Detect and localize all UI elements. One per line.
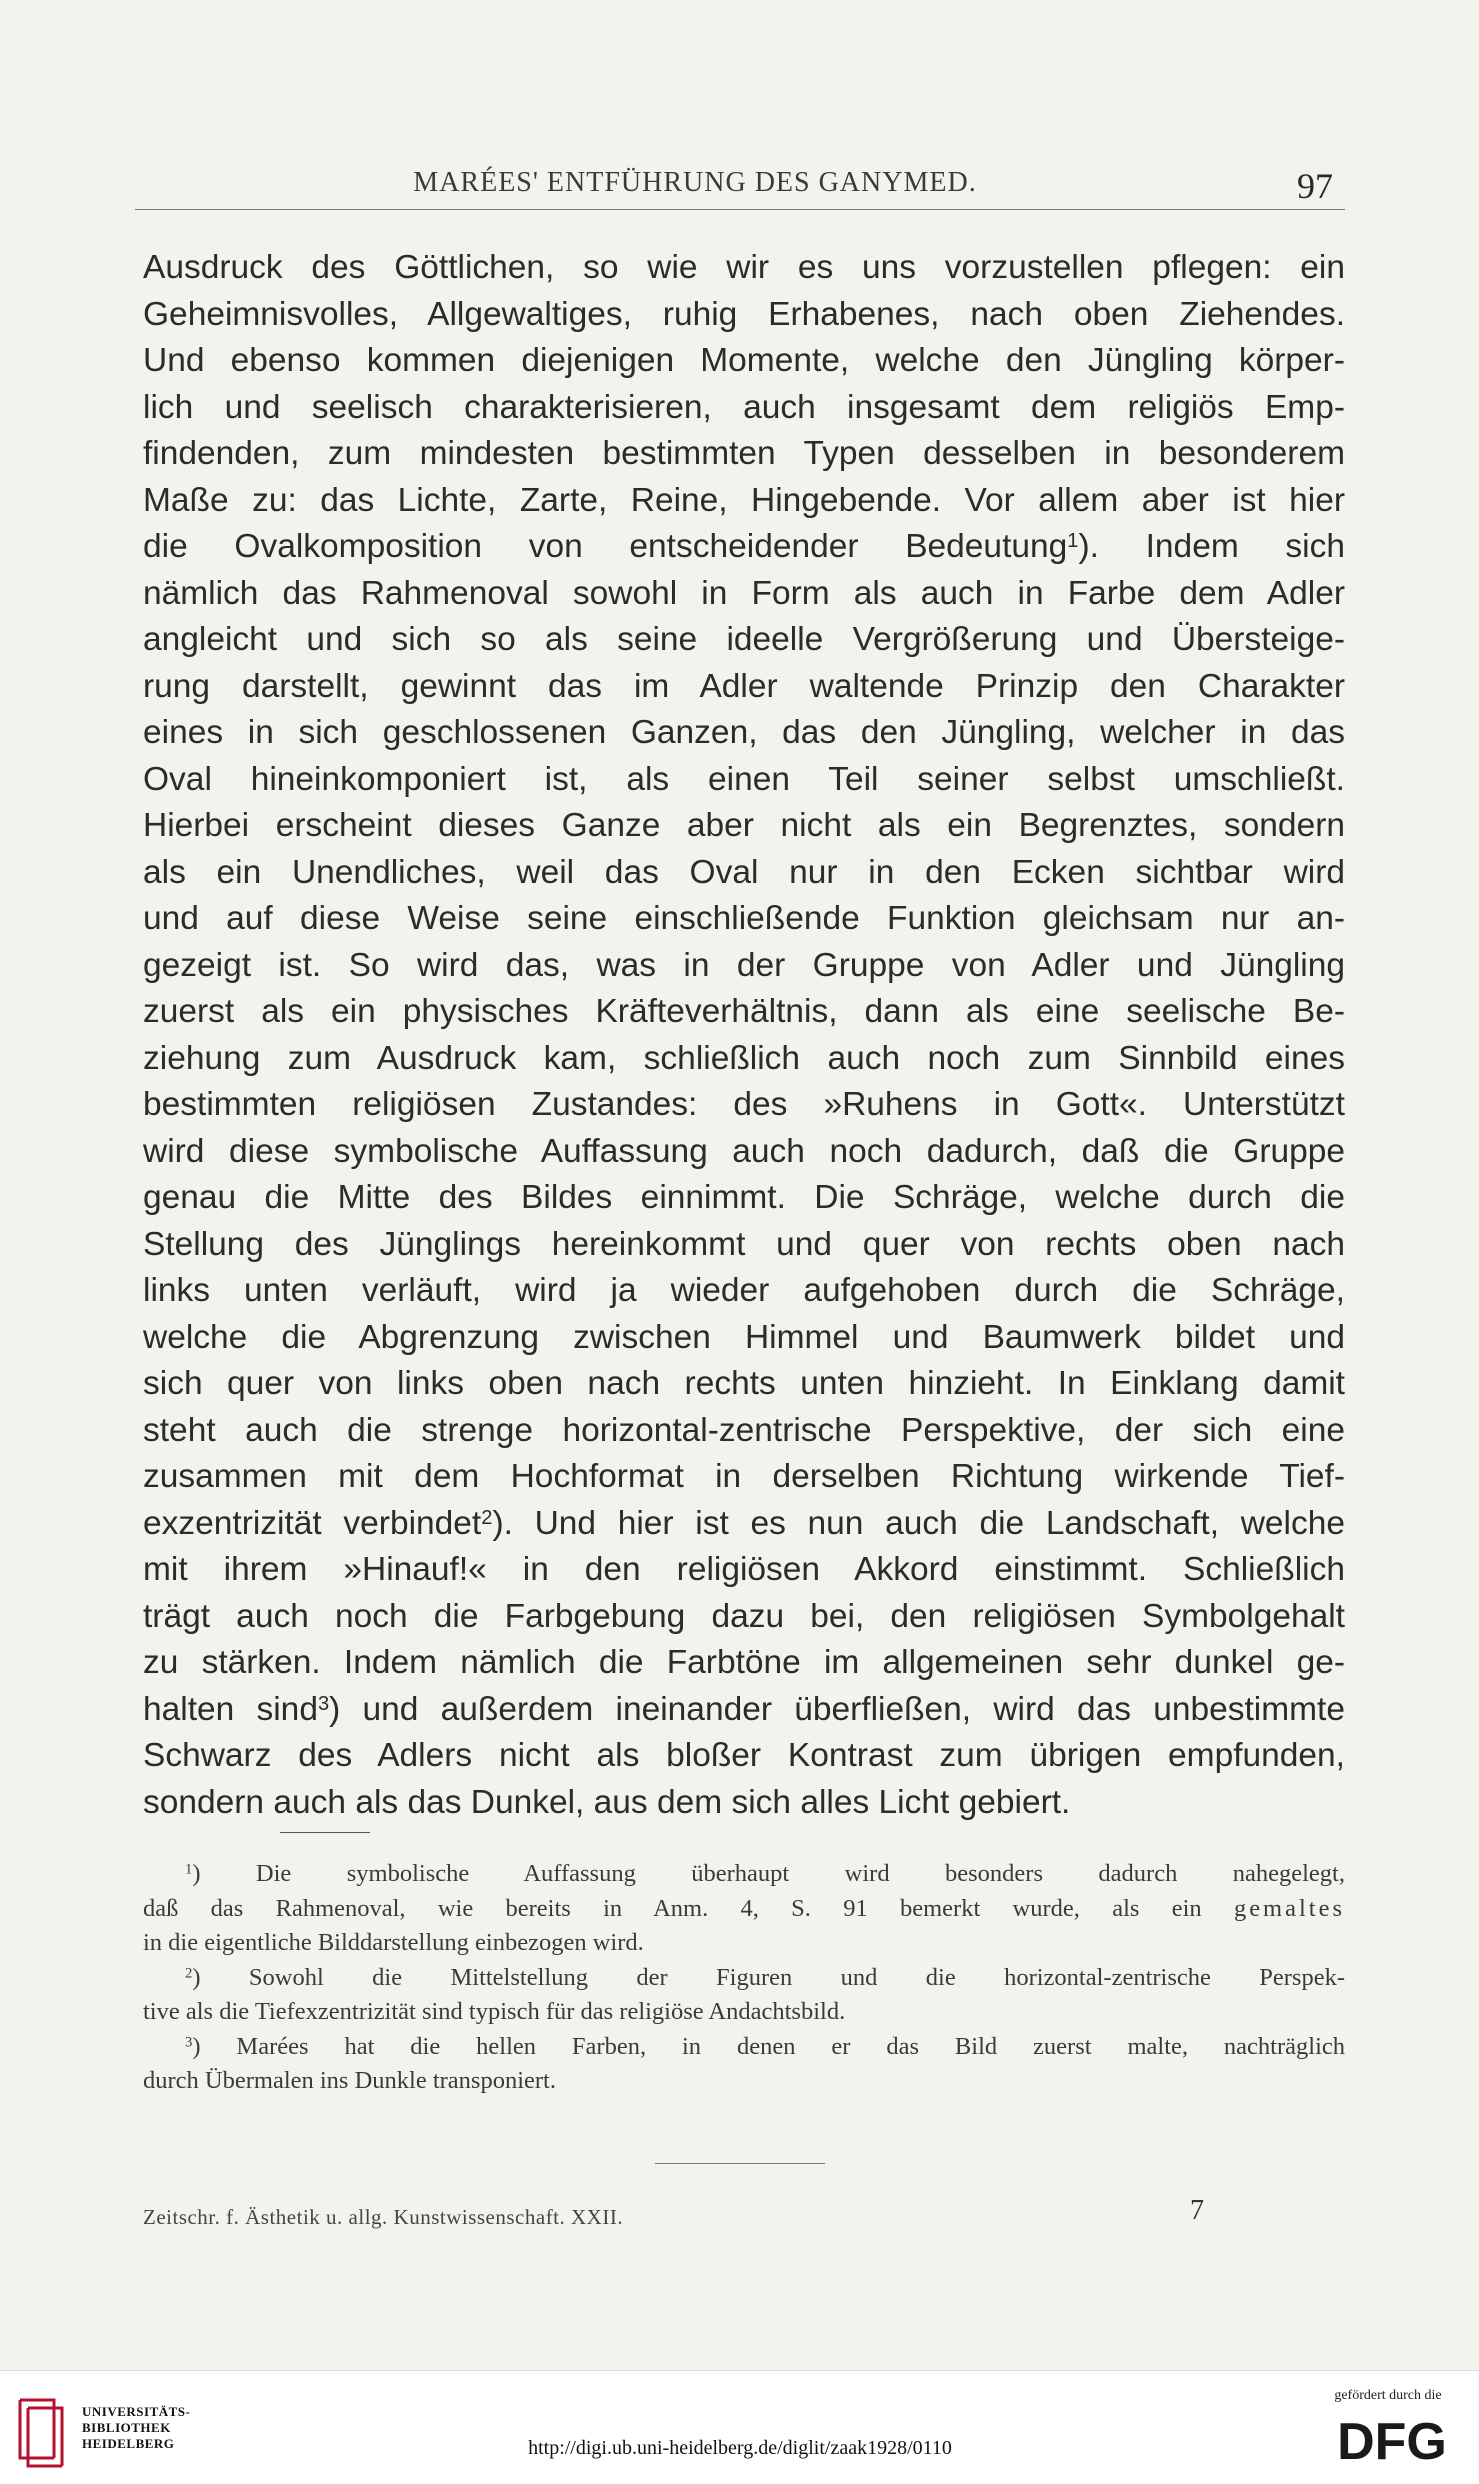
footnote-1-line bbox=[143, 1857, 1345, 1892]
page-number: 97 bbox=[1297, 166, 1333, 206]
text-fragment: ) Sowohl die Mittelstellung der Figuren und die horizontal-zentrische Perspek- bbox=[192, 1963, 1345, 1991]
text-line: wird diese symbolische Auffassung auch noch dadurch, daß die Gruppe bbox=[143, 1132, 1345, 1170]
text-line: mit ihrem »Hinauf!« in den religiösen Akkord einstimmt. Schließlich bbox=[143, 1551, 1345, 1588]
text-line: Geheimnisvolles, Allgewaltiges, ruhig Erhabenes, nach oben Ziehendes. bbox=[143, 295, 1345, 333]
text-line: eines in sich geschlossenen Ganzen, das den Jüngling, welcher in das bbox=[143, 714, 1345, 751]
dfg-logo-text: DFG bbox=[1337, 2413, 1447, 2469]
body-text bbox=[143, 245, 1345, 1826]
text-line: ziehung zum Ausdruck kam, schließlich auch noch zum Sinnbild eines bbox=[143, 1039, 1345, 1077]
footnote-1-line bbox=[143, 1892, 1345, 1927]
footnote-ref: 3 bbox=[317, 1692, 330, 1715]
footnote-mark: 3 bbox=[185, 2034, 193, 2051]
running-title: MARÉES' ENTFÜHRUNG DES GANYMED. bbox=[413, 167, 977, 198]
library-name-line: BIBLIOTHEK bbox=[82, 2420, 171, 2435]
footnote-2-line bbox=[143, 1961, 1345, 1996]
text-fragment: ) Marées hat die hellen Farben, in denen er das Bild zuerst malte, nachträglich bbox=[192, 2032, 1345, 2060]
dfg-logo-icon[interactable] bbox=[1322, 2409, 1462, 2469]
footnote-divider bbox=[280, 1832, 370, 1833]
sheet-number: 7 bbox=[1190, 2195, 1204, 2226]
text-fragment: daß das Rahmenoval, wie bereits in Anm. 4, S. 91 bemerkt wurde, als ein bbox=[143, 1894, 1202, 1922]
text-line: gezeigt ist. So wird das, was in der Gruppe von Adler und Jüngling bbox=[143, 946, 1345, 984]
text-line: zusammen mit dem Hochformat in derselben Richtung wirkende Tief- bbox=[143, 1458, 1345, 1495]
text-line: sich quer von links oben nach rechts unten hinzieht. In Einklang damit bbox=[143, 1365, 1345, 1402]
text-line: Maße zu: das Lichte, Zarte, Reine, Hingebende. Vor allem aber ist hier bbox=[143, 481, 1345, 519]
text-line bbox=[143, 1687, 1345, 1734]
text-fragment: die Ovalkomposition von entscheidender Bedeutung bbox=[143, 528, 1068, 565]
text-line: zu stärken. Indem nämlich die Farbtöne im allgemeinen sehr dunkel ge- bbox=[143, 1644, 1345, 1681]
text-fragment: ). Und hier ist es nun auch die Landschaft, welche bbox=[492, 1504, 1346, 1542]
text-line: trägt auch noch die Farbgebung dazu bei, den religiösen Symbolgehalt bbox=[143, 1597, 1345, 1635]
text-line: nämlich das Rahmenoval sowohl in Form als auch in Farbe dem Adler bbox=[143, 574, 1345, 612]
journal-signature: Zeitschr. f. Ästhetik u. allg. Kunstwissenschaft. XXII. bbox=[143, 2205, 624, 2229]
text-line: steht auch die strenge horizontal-zentrische Perspektive, der sich eine bbox=[143, 1411, 1345, 1449]
university-library-logo-icon[interactable] bbox=[14, 2388, 70, 2470]
text-line: links unten verläuft, wird ja wieder aufgehoben durch die Schräge, bbox=[143, 1272, 1345, 1309]
text-line: und auf diese Weise seine einschließende Funktion gleichsam nur an- bbox=[143, 900, 1345, 937]
text-line bbox=[143, 524, 1345, 571]
footnote-1-line: in die eigentliche Bilddarstellung einbezogen wird. bbox=[143, 1929, 644, 1956]
text-line: angleicht und sich so als seine ideelle Vergrößerung und Übersteige- bbox=[143, 621, 1345, 658]
text-line: Hierbei erscheint dieses Ganze aber nicht als ein Begrenztes, sondern bbox=[143, 807, 1345, 844]
text-line: Und ebenso kommen diejenigen Momente, welche den Jüngling körper- bbox=[143, 342, 1345, 379]
signature-divider bbox=[655, 2163, 825, 2164]
text-line: welche die Abgrenzung zwischen Himmel und Baumwerk bildet und bbox=[143, 1318, 1345, 1356]
text-line: sondern auch als das Dunkel, aus dem sich alles Licht gebiert. bbox=[143, 1783, 1071, 1821]
text-fragment: ) Die symbolische Auffassung überhaupt wird besonders dadurch nahegelegt, bbox=[192, 1860, 1345, 1887]
text-line: rung darstellt, gewinnt das im Adler waltende Prinzip den Charakter bbox=[143, 667, 1345, 705]
footnote-2-line: tive als die Tiefexzentrizität sind typisch für das religiöse Andachtsbild. bbox=[143, 1998, 846, 2025]
text-line: bestimmten religiösen Zustandes: des »Ruhens in Gott«. Unterstützt bbox=[143, 1086, 1345, 1123]
footnote-ref: 1 bbox=[1067, 529, 1079, 552]
footnote-3-line: durch Übermalen ins Dunkle transponiert. bbox=[143, 2067, 556, 2094]
text-line: Ausdruck des Göttlichen, so wie wir es uns vorzustellen pflegen: ein bbox=[143, 249, 1345, 286]
text-line: als ein Unendliches, weil das Oval nur in den Ecken sichtbar wird bbox=[143, 853, 1345, 891]
footnote-ref: 2 bbox=[481, 1506, 493, 1529]
text-line bbox=[143, 1501, 1345, 1548]
text-line: Oval hineinkomponiert ist, als einen Teil seiner selbst umschließt. bbox=[143, 760, 1345, 798]
emphasized-text: gemaltes bbox=[1233, 1894, 1346, 1922]
text-line: genau die Mitte des Bildes einnimmt. Die Schräge, welche durch die bbox=[143, 1179, 1345, 1216]
footnote-3-line bbox=[143, 2030, 1345, 2065]
library-name-line: HEIDELBERG bbox=[82, 2436, 175, 2451]
footnote-mark: 1 bbox=[185, 1861, 193, 1878]
text-fragment: ) und außerdem ineinander überfließen, wird das unbestimmte bbox=[329, 1690, 1345, 1728]
text-line: Schwarz des Adlers nicht als bloßer Kontrast zum übrigen empfunden, bbox=[143, 1737, 1345, 1774]
permalink[interactable]: http://digi.ub.uni-heidelberg.de/diglit/zaak1928/0110 bbox=[528, 2437, 952, 2459]
text-line: Stellung des Jünglings hereinkommt und quer von rechts oben nach bbox=[143, 1225, 1345, 1263]
text-fragment: halten sind bbox=[143, 1690, 318, 1728]
funding-note: gefördert durch die bbox=[1334, 2388, 1442, 2403]
text-line: lich und seelisch charakterisieren, auch insgesamt dem religiös Emp- bbox=[143, 388, 1345, 426]
running-head bbox=[135, 165, 1345, 210]
library-name-line: UNIVERSITÄTS- bbox=[82, 2404, 191, 2419]
text-line: findenden, zum mindesten bestimmten Typen desselben in besonderem bbox=[143, 435, 1345, 472]
footnotes bbox=[143, 1857, 1345, 2099]
text-line: zuerst als ein physisches Kräfteverhältnis, dann als eine seelische Be- bbox=[143, 993, 1345, 1030]
digitization-bar bbox=[0, 2370, 1479, 2484]
library-name bbox=[82, 2404, 190, 2452]
text-fragment: ). Indem sich bbox=[1078, 528, 1345, 565]
text-fragment: exzentrizität verbindet bbox=[143, 1504, 482, 1542]
footnote-mark: 2 bbox=[185, 1965, 193, 1982]
